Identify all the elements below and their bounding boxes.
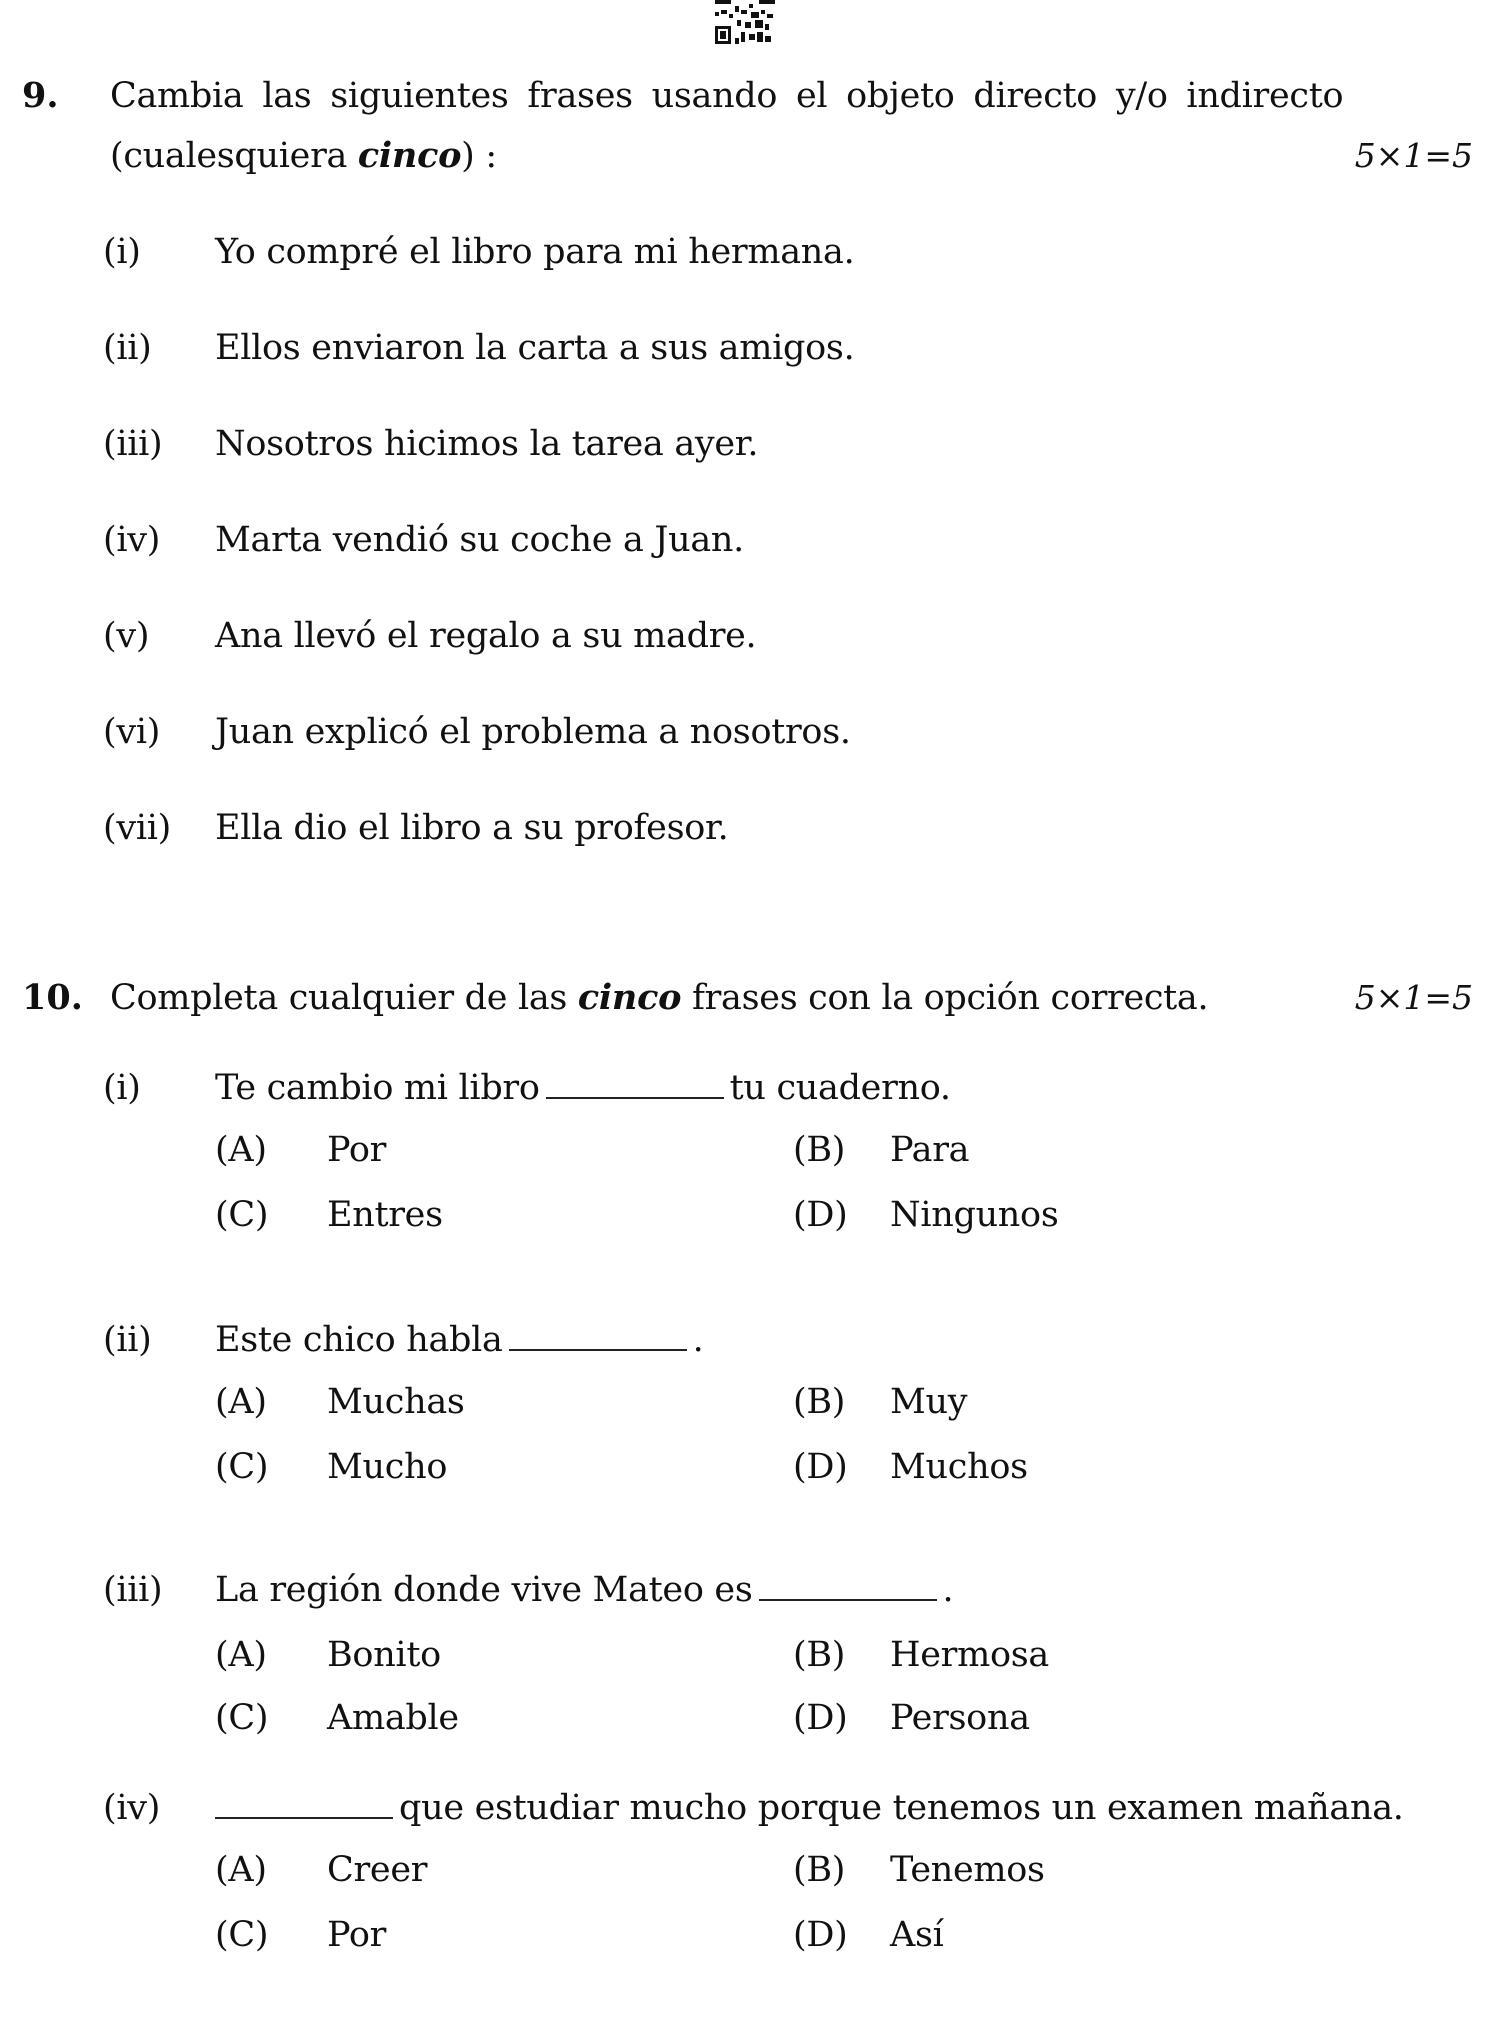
q10-item-label: (iv): [103, 1788, 161, 1828]
question-9-instruction-line2: [110, 134, 497, 178]
q9-item-text: Nosotros hicimos la tarea ayer.: [215, 424, 759, 464]
option-text: Hermosa: [890, 1635, 1049, 1675]
q10-item-sentence: [215, 1786, 1404, 1830]
option-text: Ningunos: [890, 1195, 1059, 1235]
q9-item-text: Juan explicó el problema a nosotros.: [215, 712, 851, 752]
option-text: Por: [327, 1130, 387, 1170]
q9-item-text: Marta vendió su coche a Juan.: [215, 520, 744, 560]
option-text: Para: [890, 1130, 970, 1170]
option-label: (C): [215, 1195, 269, 1235]
option-label: (B): [793, 1635, 846, 1675]
question-10-number: 10.: [22, 977, 83, 1018]
option-label: (A): [215, 1130, 267, 1170]
sentence-before: Te cambio mi libro: [215, 1068, 540, 1108]
instruction-text: (cualesquiera: [110, 136, 358, 176]
fill-blank: [546, 1067, 724, 1099]
instruction-text: Completa cualquier de las: [110, 978, 578, 1018]
sentence-before: Este chico habla: [215, 1320, 503, 1360]
q10-item-sentence: [215, 1568, 953, 1612]
option-label: (D): [793, 1447, 848, 1487]
fill-blank: [759, 1569, 937, 1601]
q9-item-label: (v): [103, 616, 150, 656]
q9-item-text: Ellos enviaron la carta a sus amigos.: [215, 328, 855, 368]
q9-item-label: (i): [103, 232, 141, 272]
option-label: (D): [793, 1195, 848, 1235]
option-label: (C): [215, 1447, 269, 1487]
sentence-after: tu cuaderno.: [729, 1068, 951, 1108]
option-text: Mucho: [327, 1447, 448, 1487]
option-text: Muchos: [890, 1447, 1028, 1487]
option-label: (A): [215, 1635, 267, 1675]
option-label: (C): [215, 1915, 269, 1955]
q10-item-sentence: [215, 1318, 703, 1362]
option-text: Persona: [890, 1698, 1030, 1738]
option-text: Por: [327, 1915, 387, 1955]
sentence-after: .: [942, 1570, 954, 1610]
q10-item-sentence: [215, 1066, 951, 1110]
instruction-text: ) :: [461, 136, 497, 176]
option-label: (D): [793, 1915, 848, 1955]
option-label: (B): [793, 1850, 846, 1890]
question-10-instruction: [110, 976, 1208, 1020]
emphasis-cinco: cinco: [577, 977, 682, 1018]
option-text: Creer: [327, 1850, 428, 1890]
q9-item-label: (iii): [103, 424, 163, 464]
option-label: (B): [793, 1382, 846, 1422]
question-9-number: 9.: [22, 75, 59, 116]
question-10-marks: 5×1=5: [1354, 978, 1473, 1017]
option-text: Muchas: [327, 1382, 465, 1422]
option-label: (A): [215, 1382, 267, 1422]
option-label: (A): [215, 1850, 267, 1890]
question-9-instruction-line1: Cambia las siguientes frases usando el objeto directo y/o indirecto: [110, 76, 1344, 116]
q10-item-label: (ii): [103, 1320, 152, 1360]
q9-item-text: Ella dio el libro a su profesor.: [215, 808, 729, 848]
fill-blank: [509, 1319, 687, 1351]
q9-item-label: (vi): [103, 712, 161, 752]
option-text: Así: [890, 1915, 944, 1955]
q9-item-label: (ii): [103, 328, 152, 368]
q9-item-label: (vii): [103, 808, 171, 848]
q9-item-label: (iv): [103, 520, 161, 560]
question-9-marks: 5×1=5: [1354, 136, 1473, 175]
q10-item-label: (iii): [103, 1570, 163, 1610]
option-text: Amable: [327, 1698, 459, 1738]
sentence-after: .: [692, 1320, 704, 1360]
emphasis-cinco: cinco: [357, 135, 462, 176]
sentence-before: La región donde vive Mateo es: [215, 1570, 753, 1610]
q9-item-text: Ana llevó el regalo a su madre.: [215, 616, 757, 656]
option-label: (D): [793, 1698, 848, 1738]
instruction-text: frases con la opción correcta.: [681, 978, 1209, 1018]
q10-item-label: (i): [103, 1068, 141, 1108]
sentence-after: que estudiar mucho porque tenemos un examen mañana.: [399, 1788, 1404, 1828]
option-text: Bonito: [327, 1635, 441, 1675]
option-text: Muy: [890, 1382, 968, 1422]
option-label: (C): [215, 1698, 269, 1738]
qr-code-icon: [713, 0, 777, 46]
option-text: Tenemos: [890, 1850, 1045, 1890]
fill-blank: [215, 1787, 393, 1819]
option-text: Entres: [327, 1195, 443, 1235]
option-label: (B): [793, 1130, 846, 1170]
q9-item-text: Yo compré el libro para mi hermana.: [215, 232, 855, 272]
